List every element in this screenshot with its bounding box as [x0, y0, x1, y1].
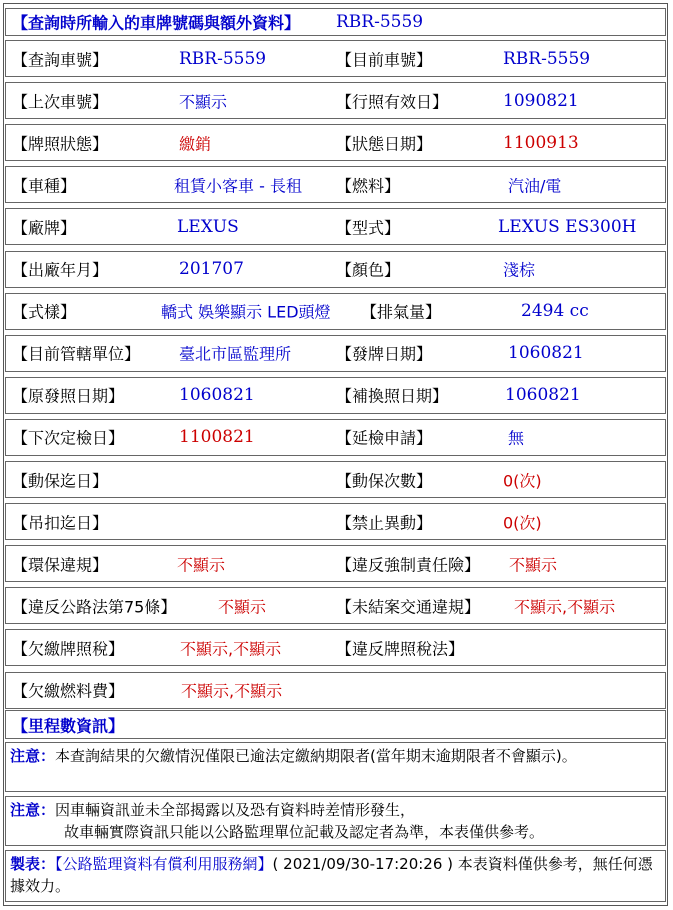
field-label: 【動保迄日】: [12, 471, 109, 490]
field-label: 【行照有效日】: [336, 92, 449, 112]
field-label: 【式樣】: [12, 302, 77, 322]
note-2-line1: 因車輛資訊並未全部揭露以及恐有資料時差情形發生，: [55, 801, 416, 819]
note-2: [5, 796, 666, 846]
info-row: [5, 208, 666, 245]
field-label: 【出廠年月】: [12, 260, 109, 280]
info-row: [5, 503, 666, 540]
note-2-line2: 故車輛實際資訊只能以公路監理單位記載及認定者為準，本表僅供參考。: [64, 823, 545, 841]
field-label: 【目前管轄單位】: [12, 344, 141, 364]
field-value: LEXUS: [177, 216, 239, 237]
field-value: 1060821: [505, 385, 581, 406]
field-label: 【車種】: [12, 176, 77, 196]
field-value: 臺北市區監理所: [179, 344, 292, 364]
field-label: 【違反牌照稅法】: [336, 639, 465, 659]
field-value: 轎式 娛樂顯示 LED頭燈: [161, 302, 331, 322]
info-row: [5, 461, 666, 498]
query-plate: RBR-5559: [336, 12, 424, 32]
field-value: 淺棕: [503, 260, 536, 280]
field-value: 不顯示,不顯示: [180, 639, 282, 659]
info-row: [5, 124, 666, 161]
field-value: 不顯示: [509, 555, 558, 575]
field-value: 汽油/電: [508, 176, 562, 196]
field-value: 1100913: [503, 132, 579, 153]
info-row: [5, 166, 666, 203]
info-row: [5, 672, 666, 709]
info-row: [5, 251, 666, 288]
field-value: 2494 cc: [521, 301, 589, 322]
field-label: 【禁止異動】: [336, 513, 433, 533]
query-title: 【查詢時所輸入的車牌號碼與額外資料】: [12, 13, 301, 33]
field-label: 【目前車號】: [336, 50, 433, 69]
note-1: [5, 742, 666, 792]
info-row: [5, 587, 666, 624]
query-title-row: [5, 8, 666, 36]
info-row: [5, 629, 666, 666]
field-value: 0(次): [503, 513, 542, 533]
field-value: RBR-5559: [179, 48, 267, 69]
field-value: 不顯示,不顯示: [181, 681, 283, 701]
field-value: 0(次): [503, 471, 542, 490]
field-label: 【環保違規】: [12, 555, 109, 575]
field-value: 租賃小客車 - 長租: [174, 176, 302, 196]
field-label: 【吊扣迄日】: [12, 513, 109, 533]
info-row: [5, 40, 666, 77]
note-1-text: 本查詢結果的欠繳情況僅限已逾法定繳納期限者(當年期末逾期限者不會顯示)。: [55, 747, 577, 765]
info-row: [5, 335, 666, 372]
mileage-title: 【里程數資訊】: [12, 716, 125, 735]
field-label: 【查詢車號】: [12, 50, 109, 69]
info-row: [5, 377, 666, 414]
field-value: 不顯示: [218, 597, 267, 617]
maker-rest: ( 2021/09/30-17:20:26 ) 本表資料僅供參考，無任何憑據效力。: [10, 855, 653, 895]
info-row: [5, 545, 666, 582]
field-label: 【原發照日期】: [12, 386, 125, 406]
field-label: 【違反強制責任險】: [336, 555, 481, 575]
maker-source: 【公路監理資料有償利用服務網】: [55, 855, 273, 873]
field-label: 【動保次數】: [336, 471, 433, 490]
field-value: 無: [508, 428, 525, 448]
field-label: 【狀態日期】: [336, 134, 433, 154]
field-label: 【延檢申請】: [336, 428, 433, 448]
field-value: 1090821: [503, 90, 579, 111]
field-label: 【違反公路法第75條】: [12, 597, 177, 617]
field-value: 不顯示: [179, 92, 228, 112]
field-value: LEXUS ES300H: [498, 216, 637, 237]
field-value: 1060821: [508, 343, 584, 364]
info-row: [5, 293, 666, 330]
field-value: 1100821: [179, 427, 255, 448]
field-label: 【發牌日期】: [336, 344, 433, 364]
field-value: 繳銷: [179, 134, 212, 154]
field-label: 【下次定檢日】: [12, 428, 125, 448]
field-value: RBR-5559: [503, 48, 591, 69]
field-label: 【欠繳牌照稅】: [12, 639, 125, 659]
field-label: 【顏色】: [336, 260, 401, 280]
maker-note: [5, 850, 666, 902]
info-row: [5, 419, 666, 456]
info-row: [5, 82, 666, 119]
field-label: 【欠繳燃料費】: [12, 681, 125, 701]
field-label: 【補換照日期】: [336, 386, 449, 406]
field-label: 【廠牌】: [12, 218, 77, 238]
field-value: 不顯示: [177, 555, 226, 575]
field-label: 【型式】: [336, 218, 401, 238]
field-label: 【排氣量】: [361, 302, 442, 322]
field-label: 【上次車號】: [12, 92, 109, 112]
field-label: 【牌照狀態】: [12, 134, 109, 154]
note-2-label: 注意：: [10, 801, 56, 819]
field-value: 201707: [179, 259, 244, 279]
field-value: 不顯示,不顯示: [514, 597, 616, 617]
maker-label: 製表：: [10, 855, 56, 873]
field-label: 【燃料】: [336, 176, 401, 196]
note-1-label: 注意：: [10, 747, 56, 765]
field-label: 【未結案交通違規】: [336, 597, 481, 617]
field-value: 1060821: [179, 385, 255, 406]
mileage-row: [5, 710, 666, 739]
